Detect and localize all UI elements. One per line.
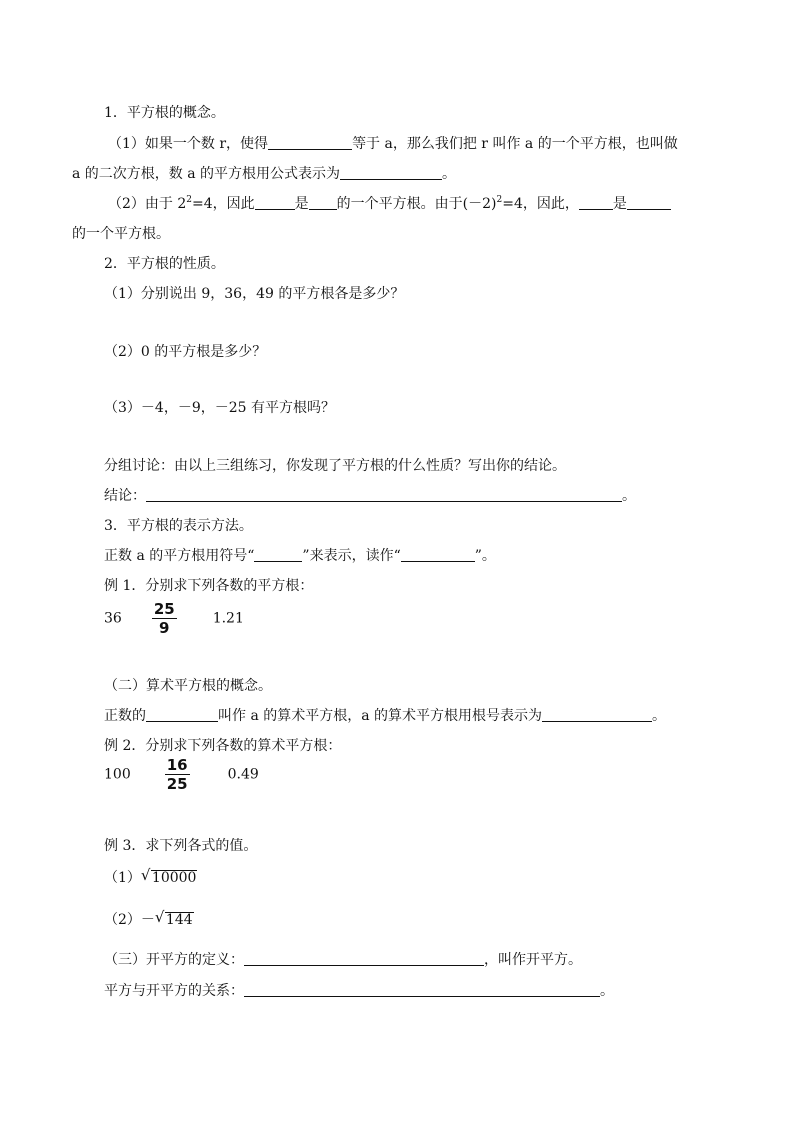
fill-blank[interactable] [309, 195, 337, 210]
s1-item1-line2: a 的二次方根，数 a 的平方根用公式表示为 。 [72, 166, 457, 182]
example-2-title: 例 2．分别求下列各数的算术平方根： [104, 738, 342, 754]
s5-relation-line: 平方与开平方的关系： 。 [104, 983, 614, 999]
section-arithmetic-root-title: （二）算术平方根的概念。 [104, 678, 272, 694]
s1-item2-line2: 的一个平方根。 [72, 226, 170, 242]
section-3-title: 3．平方根的表示方法。 [104, 518, 253, 534]
section-2-title: 2．平方根的性质。 [104, 256, 225, 272]
fill-blank[interactable] [146, 707, 218, 722]
sqrt-icon: √ 10000 [140, 866, 197, 886]
example-3-title: 例 3．求下列各式的值。 [104, 838, 258, 854]
example-1-title: 例 1．分别求下列各数的平方根： [104, 578, 314, 594]
s5-definition-line: （三）开平方的定义： ，叫作开平方。 [104, 952, 582, 968]
conclusion-blank[interactable] [146, 487, 622, 502]
s2-question-3: （3）－4，－9，－25 有平方根吗？ [104, 400, 335, 416]
s1-item1-line1: （1）如果一个数 r，使得 等于 a，那么我们把 r 叫作 a 的一个平方根，也叫做 [108, 136, 678, 152]
example-3-item-2: （2）－ √ 144 [104, 908, 193, 928]
fill-blank[interactable] [579, 195, 613, 210]
example-3-item-1: （1） √ 10000 [104, 866, 197, 886]
s3-notation-line: 正数 a 的平方根用符号“ ”来表示，读作“ ”。 [104, 548, 496, 564]
fill-blank[interactable] [627, 195, 671, 210]
s2-conclusion: 结论： 。 [104, 488, 636, 504]
fill-blank[interactable] [255, 195, 295, 210]
example-2-values: 100 $\frac{16}{25}$ 0.49 [104, 756, 259, 793]
s2-question-1: （1）分别说出 9，36，49 的平方根各是多少？ [104, 286, 405, 302]
symbol-blank[interactable] [254, 547, 302, 562]
fill-blank[interactable] [542, 707, 652, 722]
s2-discussion: 分组讨论：由以上三组练习，你发现了平方根的什么性质？写出你的结论。 [104, 458, 566, 474]
section-1-title: 1．平方根的概念。 [104, 105, 225, 121]
fraction-16-25: $\frac{16}{25}$ [166, 756, 188, 793]
sqrt-icon: √ 144 [154, 908, 193, 928]
s4-definition-line: 正数的 叫作 a 的算术平方根，a 的算术平方根用根号表示为 。 [104, 708, 667, 724]
example-1-values: 36 $\frac{25}{9}$ 1.21 [104, 600, 244, 637]
reading-blank[interactable] [401, 547, 475, 562]
fill-blank[interactable] [268, 135, 352, 150]
s2-question-2: （2）0 的平方根是多少？ [104, 344, 267, 360]
fraction-25-9: $\frac{25}{9}$ [153, 600, 175, 637]
fill-blank[interactable] [244, 982, 600, 997]
s1-item2-line1: （2）由于 $2^2=4$，因此 是 的一个平方根。由于$(-2)^2=4$，因此， 是 [108, 194, 671, 214]
fill-blank[interactable] [340, 165, 442, 180]
fill-blank[interactable] [244, 951, 484, 966]
